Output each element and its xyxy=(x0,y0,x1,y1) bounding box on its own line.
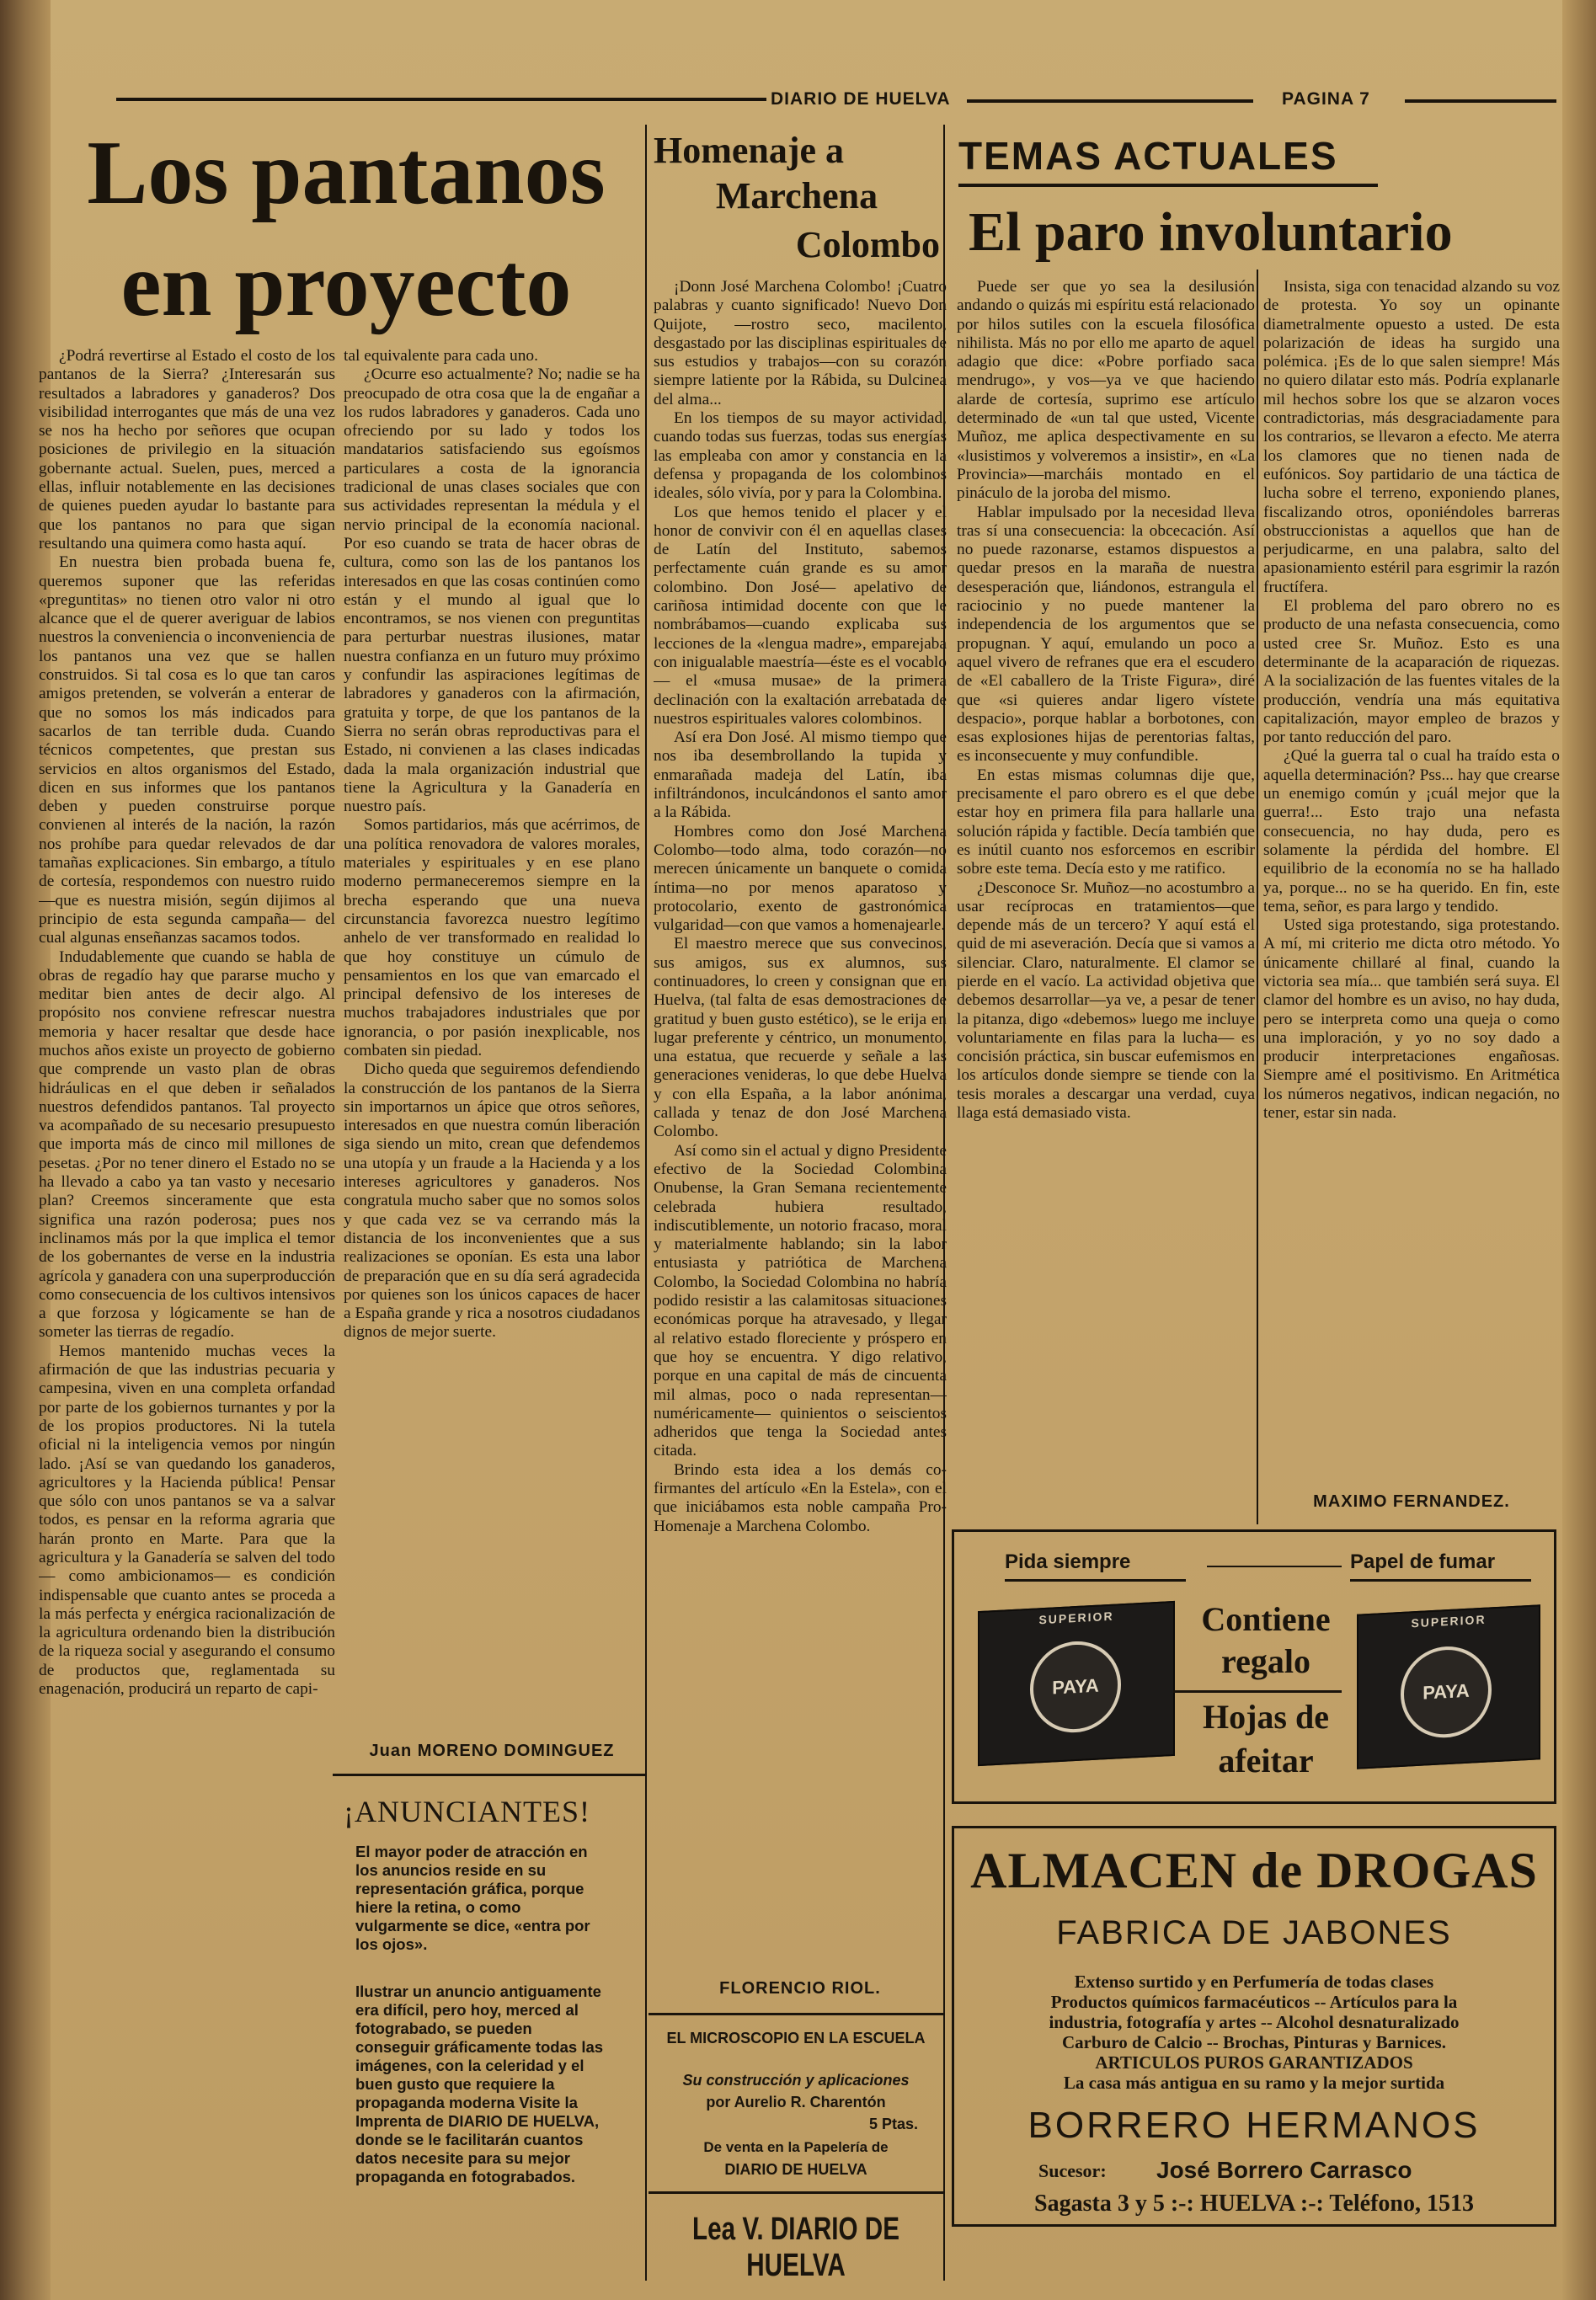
article2-signature: FLORENCIO RIOL. xyxy=(719,1979,881,1998)
drogas-line1: Extenso surtido y en Perfumería de todas clases xyxy=(1074,1972,1434,1992)
paya-logo-icon: PAYA xyxy=(1401,1644,1492,1740)
paragraph: ¿Desconoce Sr. Muñoz—no acostumbro a usar recíprocas en tratamientos—que depende más de un tercero? Y aquí está el quid de mi aseveración. Decía que si vamos a silenciar. Claro, naturalmente. El clamor se pierde en el vacío. La actividad objetiva que debemos desarrollar—ya ve, a pesar de tener la pitanza, digo «debemos» luego me incluye voluntariamente en filas para la lucha— es concisión práctica, sin buscar eufemismos en los artículos donde siempre se tiende con la tesis morales a descargar una verdad, cuya llaga está demasiado vista. xyxy=(957,878,1255,1123)
anunciantes-top-rule xyxy=(333,1774,645,1776)
microscopio-subtitle: Su construcción y aplicaciones xyxy=(682,2072,910,2089)
paya-left-underline xyxy=(1005,1579,1186,1582)
anunciantes-paragraph2: Ilustrar un anuncio antiguamente era difícil, pero hoy, merced al fotograbado, se pueden conseguir gráficamente todas las imágenes, con la celeridad y el buen gusto que requiere la propaganda moderna Visite la Imprenta de DIARIO DE HUELVA, donde se le facilitarán cuantos datos necesite para su mejor propaganda en fotograbados. xyxy=(355,1982,604,2185)
paragraph: Dicho queda que seguiremos defendiendo la construcción de los pantanos de la Sierra sin importarnos un ápice que otros señores, interesados en que nuestra común liberación siga siendo un mito, crean que defendemos una utopía y un fraude a la Hacienda y a los intereses agricultores y ganaderos. Nos congratula mucho saber que no somos solos y que cada vez se va cerrando más la distancia de los inconvenientes que a sus realizaciones se oponían. Es esta una labor de preparación que en su día será agradecida por quienes son los únicos capaces de hacer a España grande y rica a nosotros ciudadanos dignos de mejor suerte. xyxy=(344,1060,640,1342)
drogas-line2: Productos químicos farmacéuticos -- Artículos para la xyxy=(1050,1992,1458,2012)
paragraph: Hablar impulsado por la necesidad lleva tras sí una consecuencia: la obcecación. Así no puede razonarse, estamos dispuestos a quedar presos en la maraña de nuestra desesperación que, liándonos, estrangula el raciocinio y no puede mantener la independencia de los argumentos que se propugnan. Y aquí, emulando un poco a aquel vivero de refranes que era el escudero de «El caballero de la Triste Figura», diré que «si quieres andar ligero vístete despacio», porque hablar a borbotones, con esas explosiones hijas de perentorias faltas, es inconsecuente y muy confundible. xyxy=(957,503,1255,766)
paya-center-rule xyxy=(1207,1566,1342,1567)
page-number: PAGINA 7 xyxy=(1282,89,1370,109)
anunciantes-paragraph1: El mayor poder de atracción en los anuncios reside en su representación gráfica, porque hiere la retina, o como vulgarmente se dice, «entra por los ojos». xyxy=(355,1843,590,1953)
article2-title-line2: Marchena xyxy=(715,175,878,216)
paya-afeitar: afeitar xyxy=(1218,1742,1314,1780)
drogas-address: Sagasta 3 y 5 :-: HUELVA :-: Teléfono, 1513 xyxy=(1034,2191,1474,2217)
header-rule-left xyxy=(116,98,766,101)
article3-column2 xyxy=(1263,278,1560,1482)
anunciantes-title: ¡ANUNCIANTES! xyxy=(344,1795,590,1828)
article1-signature: Juan MORENO DOMINGUEZ xyxy=(369,1742,615,1760)
lea-diario-banner: Lea V. DIARIO DE HUELVA xyxy=(692,2212,899,2283)
paragraph: Así era Don José. Al mismo tiempo que nos iba desembrollando la tupida y enmarañada madeja del Latín, iba infiltrándonos, inculcándonos el santo amor a la Rábida. xyxy=(654,728,947,822)
drogas-line3: industria, fotografía y artes -- Alcohol desnaturalizado xyxy=(1049,2012,1460,2032)
paya-contiene: Contiene xyxy=(1201,1600,1331,1638)
drogas-subtitle: FABRICA DE JABONES xyxy=(1056,1914,1452,1951)
article2-body xyxy=(654,278,947,1935)
drogas-owner: BORRERO HERMANOS xyxy=(1028,2105,1481,2146)
paya-pack-text: SUPERIOR xyxy=(1038,1609,1114,1627)
paragraph: Somos partidarios, más que acérrimos, de una política renovadora de valores morales, materiales y espirituales y en ese plano moderno permaneceremos siempre en la brecha esperando que una nueva circunstancia favorezca nuestro legítimo anhelo de ver transformado en realidad lo que hoy constituye un cúmulo de pensamientos en los que van emarcado el principal defensivo de los intereses de muchos trabajadores industriales que por ignorancia, o por pasión inexplicable, nos combaten sin piedad. xyxy=(344,816,640,1059)
drogas-line6: La casa más antigua en su ramo y la mejor surtida xyxy=(1063,2073,1445,2093)
drogas-line4: Carburo de Calcio -- Brochas, Pinturas y Barnices. xyxy=(1062,2032,1446,2052)
drogas-successor-name: José Borrero Carrasco xyxy=(1156,2157,1412,2183)
paragraph: Insista, siga con tenacidad alzando su voz de protesta. Yo soy un opinante diametralmente opuesto a usted. De esta polarización de ideas ha surgido una polémica. ¡Es de lo que salen siempre! Más no quiero dilatar esto más. Podría explanarle mil hechos sobre los que se alzaron voces contradictorias, más desgraciadamente para los contrarios, se llevaron a efecto. Me aterra los clamores que no tienen nada de eufónicos. Soy partidario de una táctica de lucha sobre el terreno, exponiendo planes, fiscalizando otros, oponiéndoles barreras obstruccionistas a aquellos que han de perjudicarme, en una palabra, salto del apasionamiento estéril para esgrimir la razón fructífera. xyxy=(1263,278,1560,596)
paya-advertisement xyxy=(952,1529,1556,1804)
drogas-advertisement xyxy=(952,1826,1556,2227)
paragraph: Indudablemente que cuando se habla de obras de regadío hay que pararse mucho y meditar bien antes de decir algo. Al propósito nos conviene refrescar nuestra memoria y hacer resaltar que desde hace muchos años existe un proyecto de gobierno que comprende un vasto plan de obras hidráulicas en el que deben ir señalados nuestros defendidos pantanos. Tal proyecto va acompañado de su necesario presupuesto que importa más de cinco mil millones de pesetas. ¿Por no tener dinero el Estado no se ha llevado a cabo ya tan vasto y necesario plan? Creemos sinceramente que esta significa una razón poderosa; pues nos inclinamos más por la que implica el temor de los gobernantes de verse en la industria agrícola y ganadera con una superproducción como consecuencia de los cultivos intensivos a que forzosa y lógicamente se han de someter las tierras de regadío. xyxy=(39,947,335,1342)
paragraph: Usted siga protestando, siga protestando. A mí, mi criterio me dicta otro método. Yo únicamente chillaré al final, cuando la victoria sea mía... que también será suya. El clamor del hombre es un aviso, no hay duda, pero se interpreta como una queja o como una imploración, y yo no soy dado a producir interpretaciones engañosas. Siempre amé el positivismo. En Aritmética los números negativos, indican negación, no tener, estar sin nada. xyxy=(1263,916,1560,1123)
microscopio-author: por Aurelio R. Charentón xyxy=(706,2094,886,2111)
article2-title-line3: Colombo xyxy=(795,224,940,265)
article-title-line1: Los pantanos xyxy=(87,123,606,223)
paragraph: Hemos mantenido muchas veces la afirmación de que las industrias pecuaria y campesina, viven en una completa orfandad por parte de los gobiernos turnantes y por la de los propios productores. Ni la tutela oficial ni la inteligencia vemos por ningún lado. ¡Así se van quedando los ganaderos, agricultores y la Hacienda pública! Pensar que sólo con unos pantanos se va a salvar todos, es pensar en la reforma agraria que harán pronto en Marte. Para que la agricultura y la Ganadería se salven del todo— como ambicionamos— es condición indispensable que cuanto antes se proceda a la más perfecta y enérgica racionalización de la agricultura ordenando bien la distribución de la riqueza social y asegurando el consumo de productos que, reglamentada su enagenación, producirá un reparto de capi- xyxy=(39,1342,335,1699)
paragraph: Hombres como don José Marchena Colombo—todo alma, todo corazón—no merecen únicamente un banquete o comida íntima—no por menos aparatoso y protocolario, exento de gastronómica vulgaridad—con que vamos a homenajearle. xyxy=(654,822,947,935)
paya-pack-left xyxy=(978,1601,1175,1766)
paragraph: Los que hemos tenido el placer y el honor de convivir con él en aquellas clases de Latín del Instituto, sabemos perfectamente cuán grande es su amor colombino. Don José— apelativo de cariñosa intimidad docente con que le nombrábamos—cuando explicaba sus lecciones de la «lengua madre», emparejaba con inigualable maestría—éste es el vocablo— el «musa musae» de la primera declinación con la exaltación arrebatada de nuestros espirituales valores colombinos. xyxy=(654,503,947,728)
article1-column2 xyxy=(344,347,640,1718)
microscopio-top-rule xyxy=(649,2013,943,2015)
microscopio-price: 5 Ptas. xyxy=(868,2116,918,2132)
drogas-line5: ARTICULOS PUROS GARANTIZADOS xyxy=(1095,2052,1413,2073)
article-title-line2: en proyecto xyxy=(120,235,572,335)
section-title: TEMAS ACTUALES xyxy=(958,134,1338,178)
newspaper-name: DIARIO DE HUELVA xyxy=(771,89,951,109)
paragraph: En los tiempos de su mayor actividad, cuando todas sus fuerzas, todas sus energías las empleaba con amor y constancia en la defensa y propaganda de los colombinos ideales, sólo vivía, por y para la Colombina. xyxy=(654,409,947,503)
header-rule-right xyxy=(1405,99,1556,103)
paya-center-divider xyxy=(1173,1690,1342,1693)
paragraph: tal equivalente para cada uno. xyxy=(344,347,538,365)
article1-column1 xyxy=(39,347,335,2255)
article3-signature: MAXIMO FERNANDEZ. xyxy=(1313,1492,1510,1511)
paragraph: ¡Donn José Marchena Colombo! ¡Cuatro palabras y cuanto significado! Nuevo Don Quijote, —rostro seco, macilento, desgastado por las disciplinas espirituales de sus estudios y trabajos—con su corazón siempre latiente por la Rábida, su Dulcinea del alma... xyxy=(654,278,947,408)
paragraph: En nuestra bien probada buena fe, queremos suponer que las referidas «preguntitas» no tienen otro valor ni otro alcance que el de querer averiguar de labios nuestros la conveniencia o inconveniencia de los pantanos una vez que se hallen construidos. Si tal cosa es lo que tan caros amigos pretenden, se volverán a enterar de que no somos los más indicados para sacarlos de tan terrible duda. Cuando técnicos competentes, que prestan sus servicios en altos organismos del Estado, dicen en sus informes que los pantanos deben y pueden construirse porque convienen al interés de la nación, la razón nos prohíbe para quedar relevados de dar tamañas explicaciones. Sin embargo, a título de cortesía, respondemos con nuestro ruido —que es nuestra misión, según dijimos al principio de esta segunda campaña— del cual algunas enseñanzas sacamos todos. xyxy=(39,553,335,947)
header-rule-mid xyxy=(967,99,1253,103)
paragraph: El problema del paro obrero no es producto de una nefasta consecuencia, como usted cree Sr. Muñoz. Esto es una determinante de la acaparación de riquezas. A la socialización de las fuentes vitales de la producción, vendría una más equitativa capitalización, mayor empleo de brazos y por tanto reducción del paro. xyxy=(1263,597,1560,747)
microscopio-sale-label: De venta en la Papelería de xyxy=(703,2139,889,2155)
paya-pack-right xyxy=(1357,1604,1540,1769)
paragraph: ¿Ocurre eso actualmente? No; nadie se ha preocupado de otra cosa que la de engañar a los rudos labradores y ganaderos. Cada uno ofreciendo por su lado y todos los mandatarios satisfaciendo sus egoísmos particulares a costa de la ignorancia tradicional de unas clases sociales que con sus actividades representan la médula y el nervio principal de la economía nacional. Por eso cuando se trata de hacer obras de cultura, como son las de los pantanos los interesados en que las cosas continúen como están y el mundo al igual que lo encontramos, se nos vienen con preguntitas para perturbar nuestras ilusiones, matar nuestra confianza en un futuro muy próximo y confundir las aspiraciones legítimas de labradores y ganaderos con la afirmación, gratuita y torpe, de que los pantanos de la Sierra no serán obras reproductivas para el Estado, ni convienen a las clases indicadas dada la mala organización industrial que tiene la Agricultura y la Ganadería en nuestro país. xyxy=(344,366,640,816)
paragraph: Puede ser que yo sea la desilusión andando o quizás mi espíritu está relacionado por hilos sutiles con la escuela filosófica nihilista. Más no por ello me aparto de aquel adagio que dice: «Pobre porfiado saca mendrugo», y vos—ya ve que haciendo alarde de cortesía, suprimo ese artículo determinado de «un tal que usted, Vicente Muñoz, me aplica despectivamente en su «lusistimos y volveremos a insistir», en «La Provincia»—marcháis montado en el pináculo de la joroba del mismo. xyxy=(957,278,1255,503)
drogas-title: ALMACEN de DROGAS xyxy=(970,1843,1538,1898)
paya-hojas-de: Hojas de xyxy=(1203,1698,1329,1736)
column-divider-1 xyxy=(645,125,647,2281)
microscopio-title: EL MICROSCOPIO EN LA ESCUELA xyxy=(666,2030,926,2047)
paya-right-underline xyxy=(1350,1579,1531,1582)
paya-pack-text: SUPERIOR xyxy=(1411,1612,1487,1630)
article3-title: El paro involuntario xyxy=(969,201,1453,263)
paragraph: En estas mismas columnas dije que, precisamente el paro obrero es el que debe estar hoy en primera fila para hallarle una solución rápida y factible. Decía también que es inútil cuanto nos esforcemos en escribir sobre este tema. Decía esto y me ratifico. xyxy=(957,766,1255,878)
paya-regalo: regalo xyxy=(1221,1642,1310,1680)
page-edge-right xyxy=(1562,0,1596,2300)
paragraph: El maestro merece que sus convecinos, sus amigos, sus ex alumnos, sus continuadores, lo creen y consignan que en Huelva, (tal falta de esas demostraciones de gratitud y buen gusto estético), se le erija en lugar preferente y céntrico, un monumento, una estatua, que recuerde y señale a las generaciones venideras, lo que debe Huelva y con ella España, a la labor anónima, callada y tenaz de don José Marchena Colombo. xyxy=(654,935,947,1141)
paya-right-label: Papel de fumar xyxy=(1350,1550,1496,1573)
article2-title-line1: Homenaje a xyxy=(654,130,845,171)
column-divider-3 xyxy=(1257,269,1258,1524)
lea-top-rule xyxy=(649,2191,943,2194)
section-title-underline xyxy=(958,184,1378,187)
microscopio-sale-place: DIARIO DE HUELVA xyxy=(724,2161,867,2178)
drogas-successor-label: Sucesor: xyxy=(1038,2160,1107,2181)
paya-left-label: Pida siempre xyxy=(1005,1550,1131,1573)
paragraph: ¿Qué la guerra tal o cual ha traído esta o aquella determinación? Pss... hay que crearse un enemigo común y ¡cuál mejor que la guerra!... Esto trajo una nefasta consecuencia, no hay duda, pero es solamente la pérdida del hombre. El equilibrio de la economía no se ha hallado ya, porque... no se ha querido. En fin, este tema, señor, es para largo y tendido. xyxy=(1263,747,1560,915)
article3-column1 xyxy=(957,278,1255,1524)
paya-logo-icon: PAYA xyxy=(1030,1639,1121,1735)
paragraph: Brindo esta idea a los demás co-firmantes del artículo «En la Estela», con el que iniciábamos esta noble campaña Pro-Homenaje a Marchena Colombo. xyxy=(654,1460,947,1535)
paragraph: ¿Podrá revertirse al Estado el costo de los pantanos de la Sierra? ¿Interesarán sus resultados a labradores y ganaderos? Dos visibilidad interrogantes que más de una vez se nos ha hecho por señores que ocupan posiciones de privilegio en la situación gobernante actual. Suelen, pues, merced a ellas, influir notablemente en las decisiones de quienes pueden ayudar lo bastante para que los pantanos no para que sigan resultando una quimera como hasta aquí. xyxy=(39,347,335,552)
paragraph: Así como sin el actual y digno Presidente efectivo de la Sociedad Colombina Onubense, la Gran Semana recientemente celebrada hubiera resultado, indiscutiblemente, un notorio fracaso, moral y materialmente hablando; sin la labor entusiasta y patriótica de Marchena Colombo, la Sociedad Colombina no habría podido resistir a las calamitosas situaciones económicas porque ha atravesado, y llegar al relativo estado floreciente y próspero en que hoy se encuentra. Y digo relativo, porque en una capital de más de cincuenta mil almas, poco o nada representan— numéricamente— quinientos o seiscientos adheridos que tenga la Sociedad antes citada. xyxy=(654,1141,947,1460)
